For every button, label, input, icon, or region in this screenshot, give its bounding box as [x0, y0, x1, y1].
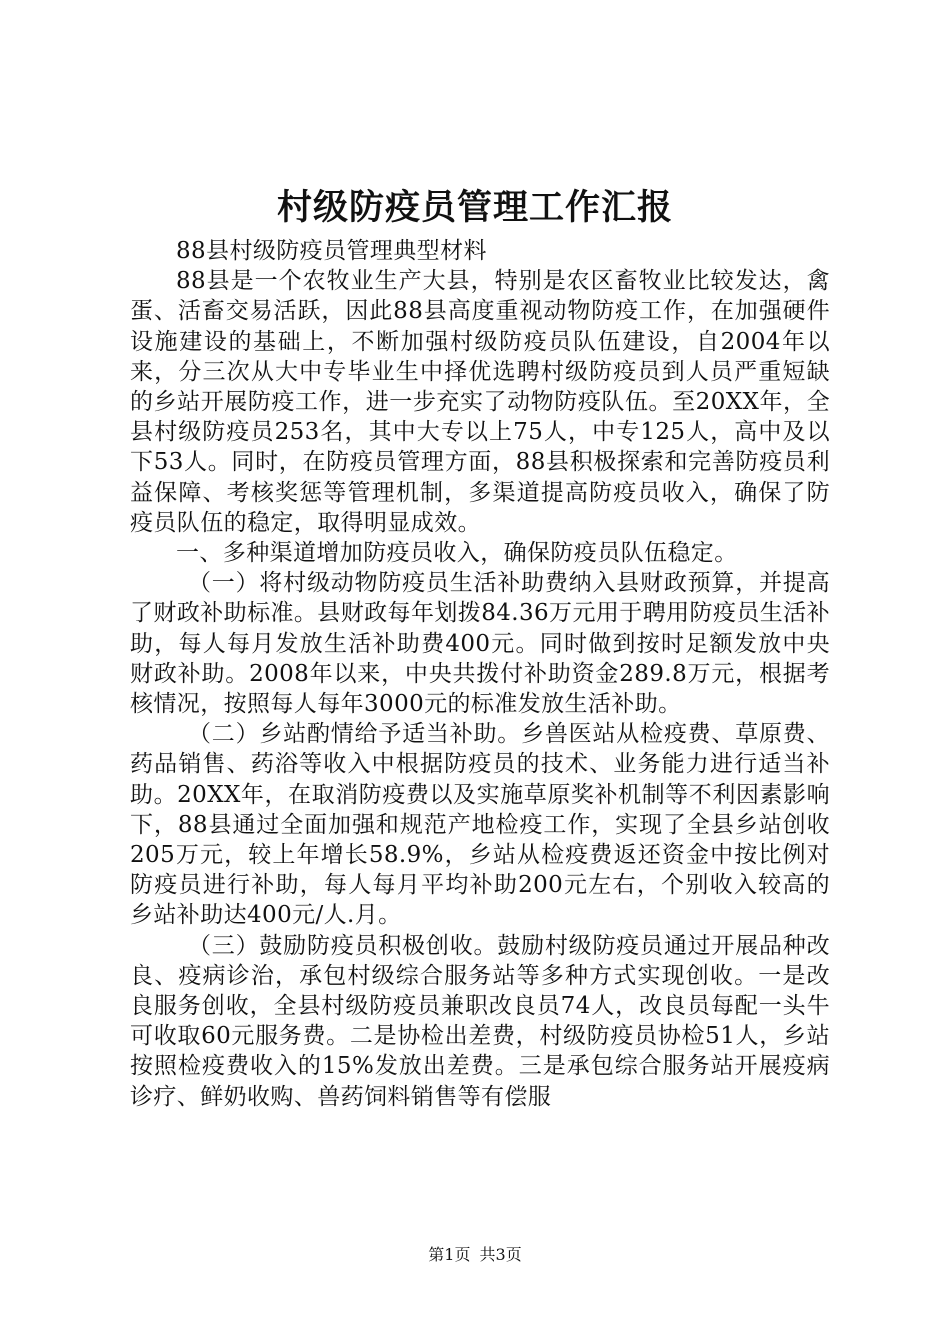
paragraph-subsection-3: （三）鼓励防疫员积极创收。鼓励村级防疫员通过开展品种改良、疫病诊治，承包村级综合服务站等多种方式实现创收。一是改良服务创收，全县村级防疫员兼职改良员74人，改良员每配一头牛可收取60元服务费。二是协检出差费，村级防疫员协检51人，乡站按照检疫费收入的15%发放出差费。三是承包综合服务站开展疫病诊疗、鲜奶收购、兽药饲料销售等有偿服	[130, 932, 830, 1110]
page-number: 第1页	[428, 1245, 471, 1264]
paragraph-intro: 88县是一个农牧业生产大县，特别是农区畜牧业比较发达，禽蛋、活畜交易活跃，因此88县高度重视动物防疫工作，在加强硬件设施建设的基础上，不断加强村级防疫员队伍建设，自2004年以来，分三次从大中专毕业生中择优选聘村级防疫员到人员严重短缺的乡站开展防疫工作，进一步充实了动物防疫队伍。至20XX年，全县村级防疫员253名，其中大专以上75人，中专125人，高中及以下53人。同时，在防疫员管理方面，88县积极探索和完善防疫员利益保障、考核奖惩等管理机制，多渠道提高防疫员收入，确保了防疫员队伍的稳定，取得明显成效。	[130, 268, 830, 536]
paragraph-subsection-2: （二）乡站酌情给予适当补助。乡兽医站从检疫费、草原费、药品销售、药浴等收入中根据防疫员的技术、业务能力进行适当补助。20XX年，在取消防疫费以及实施草原奖补机制等不利因素影响下，88县通过全面加强和规范产地检疫工作，实现了全县乡站创收205万元，较上年增长58.9%，乡站从检疫费返还资金中按比例对防疫员进行补助，每人每月平均补助200元左右，个别收入较高的乡站补助达400元/人.月。	[130, 721, 830, 929]
paragraph-subsection-1: （一）将村级动物防疫员生活补助费纳入县财政预算，并提高了财政补助标准。县财政每年划拨84.36万元用于聘用防疫员生活补助，每人每月发放生活补助费400元。同时做到按时足额发放中央财政补助。2008年以来，中央共拨付补助资金289.8万元，根据考核情况，按照每人每年3000元的标准发放生活补助。	[130, 570, 830, 718]
document-title: 村级防疫员管理工作汇报	[276, 187, 673, 228]
section-heading-1: 一、多种渠道增加防疫员收入，确保防疫员队伍稳定。	[176, 540, 738, 567]
page-total: 共3页	[479, 1245, 522, 1264]
page-footer	[0, 1244, 950, 1266]
paragraph-subtitle: 88县村级防疫员管理典型材料	[176, 238, 487, 264]
document-body	[130, 236, 830, 1112]
